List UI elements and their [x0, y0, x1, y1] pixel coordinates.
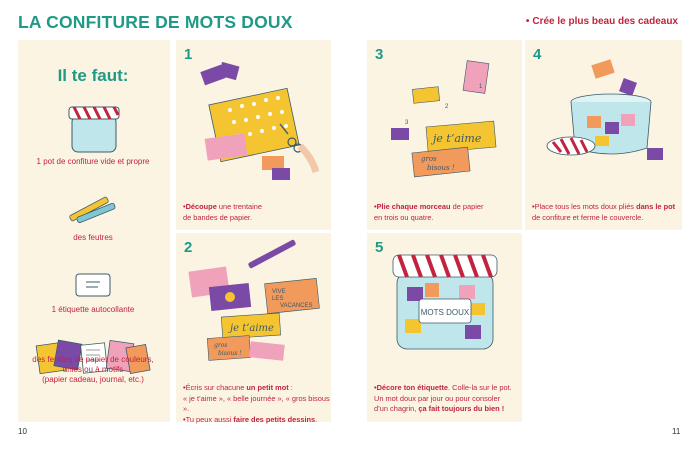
step-2-caption [183, 383, 331, 425]
fold-note-gros: gros [421, 155, 437, 163]
page-number-left: 10 [18, 427, 27, 436]
writing-notes-illustration [180, 247, 325, 372]
filling-jar-illustration [535, 56, 675, 176]
material-paper-2: unies ou à motifs [62, 365, 124, 374]
step-1-caption [183, 202, 262, 223]
sticker-label-icon [74, 272, 114, 298]
step-1-number: 1 [184, 46, 193, 63]
step-2-line-2: « je t’aime », « belle journée », « gros bisous ». [183, 393, 330, 413]
folding-notes-illustration [373, 58, 513, 178]
tagline-text: Crée le plus beau des cadeaux [532, 16, 678, 27]
material-sticker: 1 étiquette autocollante [51, 305, 135, 314]
material-pens: des feutres [73, 233, 113, 242]
step-3-caption [374, 202, 483, 223]
felt-pens-icon [64, 192, 124, 222]
note-bisous: bisous ! [218, 350, 242, 357]
note-je-taime: je t’aime [230, 323, 274, 334]
step-3-number: 3 [375, 46, 384, 63]
material-jar: 1 pot de confiture vide et propre [36, 157, 150, 166]
step-3-line-1: •Plie chaque morceau de papier [374, 202, 484, 211]
materials-panel [18, 40, 170, 422]
tagline-bullet: • [525, 16, 530, 27]
step-1-line-1: •Découpe une trentaine [183, 202, 263, 211]
page-title: LA CONFITURE DE MOTS DOUX [18, 12, 293, 32]
step-5-line-1: •Décore ton étiquette. Colle-la sur le pot. [374, 383, 512, 392]
page-number-right: 11 [672, 427, 681, 436]
material-paper-3: (papier cadeau, journal, etc.) [42, 375, 144, 384]
step-4-number: 4 [533, 46, 542, 63]
note-vive: VIVE [272, 289, 286, 295]
step-4-panel [525, 40, 682, 230]
step-3-line-2: en trois ou quatre. [374, 212, 434, 222]
step-2-number: 2 [184, 239, 193, 256]
step-3-panel [367, 40, 522, 230]
note-vacances: VACANCES [280, 303, 313, 309]
jar-label-text: MOTS DOUX [420, 308, 470, 317]
fold-note-je-taime: je t’aime [433, 132, 482, 145]
decorated-jar-illustration [385, 247, 505, 357]
step-4-caption [532, 202, 675, 223]
tagline [526, 16, 678, 27]
note-les: LES [272, 296, 284, 302]
step-4-line-2: de confiture et ferme le couvercle. [532, 212, 644, 222]
step-2-line-1: •Écris sur chacune un petit mot : [183, 383, 293, 392]
step-5-panel [367, 233, 522, 422]
step-4-line-1: •Place tous les mots doux pliés dans le pot [532, 202, 676, 211]
materials-heading: Il te faut: [57, 66, 129, 85]
step-5-line-2: Un mot doux par jour ou pour consoler [374, 393, 501, 403]
note-gros: gros [214, 342, 228, 349]
fold-note-bisous: bisous ! [427, 164, 455, 172]
step-5-caption [374, 383, 512, 415]
step-5-number: 5 [375, 239, 384, 256]
cutting-paper-illustration [184, 62, 324, 182]
fold-step-3: 3 [405, 120, 409, 126]
step-2-panel [176, 233, 331, 422]
material-paper-1: des feuilles de papier de couleurs, [32, 355, 154, 364]
jam-jar-icon [64, 104, 124, 154]
step-1-panel [176, 40, 331, 230]
step-1-line-2: de bandes de papier. [183, 212, 253, 222]
fold-step-1: 1 [479, 84, 483, 90]
fold-step-2: 2 [445, 104, 449, 110]
step-2-line-3: •Tu peux aussi faire des petits dessins. [183, 414, 318, 424]
step-5-line-3: d’un chagrin, ça fait toujours du bien ! [374, 404, 505, 413]
